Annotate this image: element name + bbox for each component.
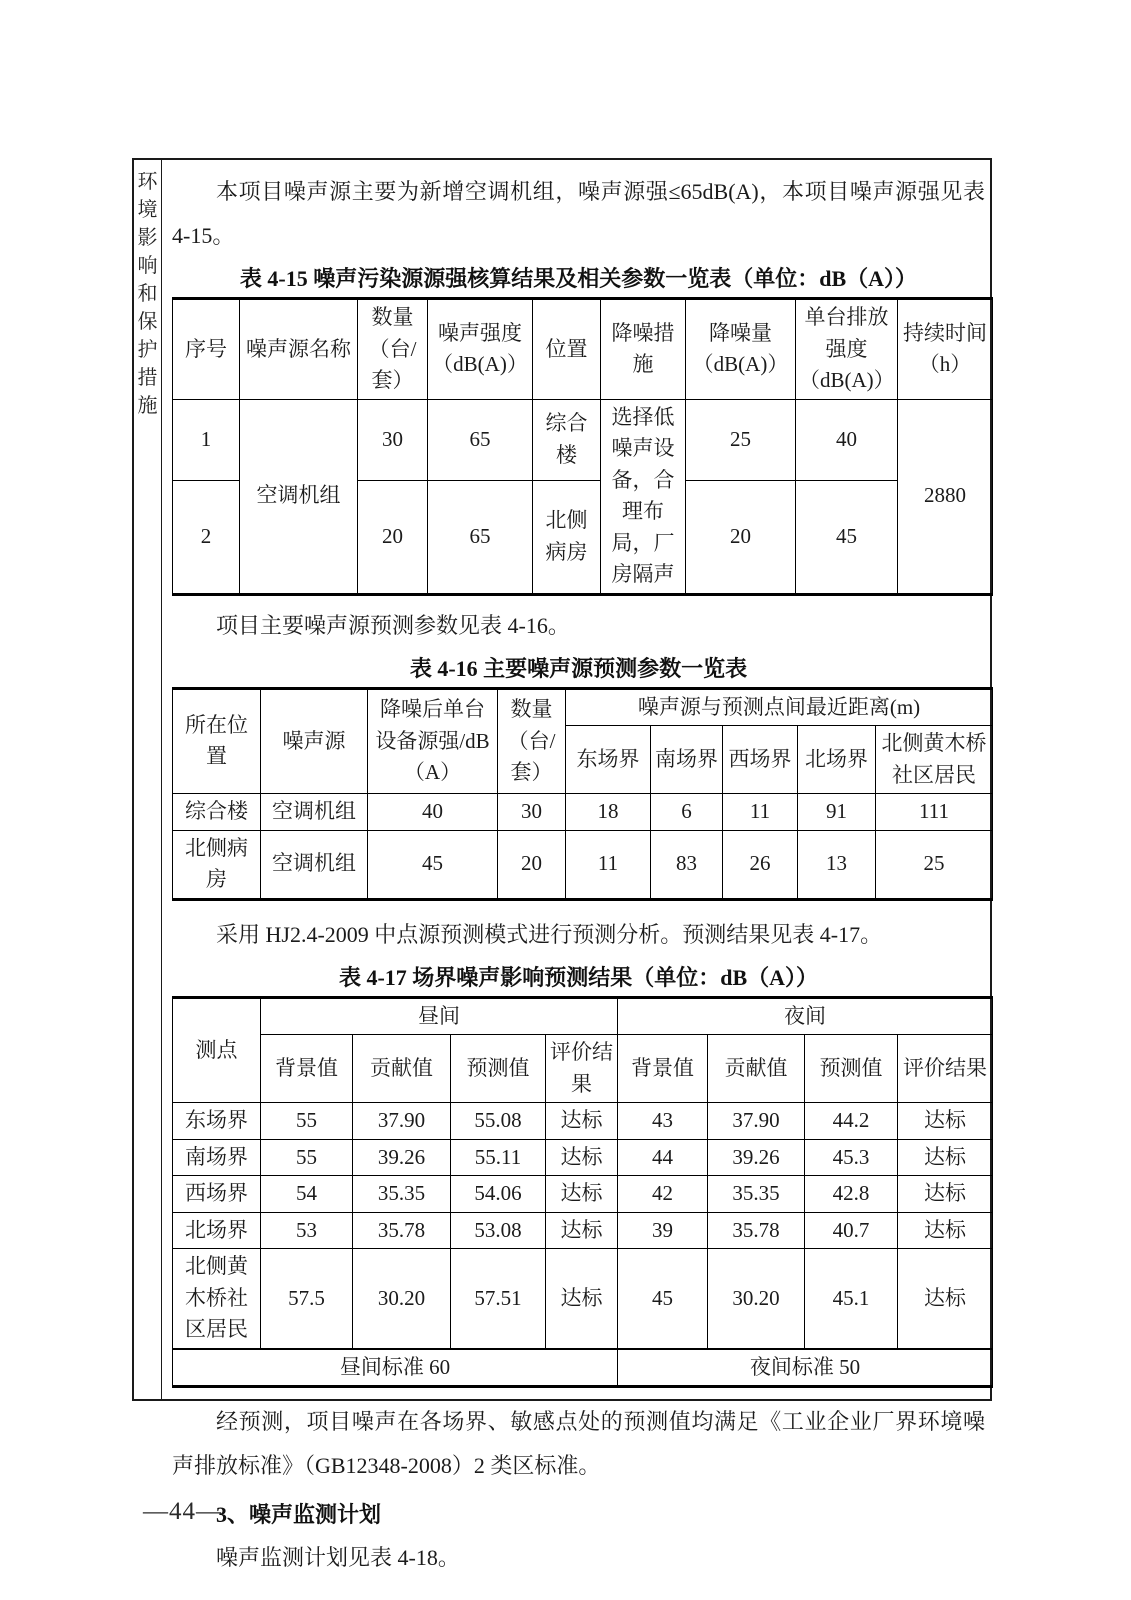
- table-4-16-header-row: [173, 688, 993, 726]
- table-cell: 13: [798, 830, 876, 899]
- section-3-heading: 3、噪声监测计划: [216, 1502, 382, 1527]
- table-row: [173, 1103, 993, 1140]
- table-cell: 55.08: [451, 1103, 546, 1140]
- column-header: 测点: [173, 997, 261, 1103]
- paragraph-conclusion: 经预测，项目噪声在各场界、敏感点处的预测值均满足《工业企业厂界环境噪声排放标准》（GB12348-2008）2 类区标准。: [172, 1409, 985, 1478]
- column-header: 背景值: [261, 1035, 353, 1103]
- column-header: 位置: [533, 299, 601, 400]
- table-4-17: [172, 996, 993, 1389]
- sidebar-vertical-label: 环境影响和保护措施: [134, 160, 162, 1399]
- table-cell: 43: [618, 1103, 708, 1140]
- table-cell: 83: [651, 830, 723, 899]
- table-4-15-title: 表 4-15 噪声污染源源强核算结果及相关参数一览表（单位：dB（A））: [239, 266, 918, 291]
- table-cell: 35.35: [708, 1176, 805, 1213]
- table-4-16-title: 表 4-16 主要噪声源预测参数一览表: [409, 655, 748, 681]
- table-cell: 达标: [898, 1103, 993, 1140]
- column-header: 评价结果: [898, 1035, 993, 1103]
- column-header-day-group: 昼间: [261, 997, 618, 1035]
- table-cell: 91: [798, 794, 876, 831]
- table-cell: 30: [498, 794, 566, 831]
- table-cell: 空调机组: [261, 830, 368, 899]
- table-cell-merged-measures: 选择低噪声设备，合理布局，厂房隔声: [601, 399, 686, 594]
- column-header: 贡献值: [353, 1035, 451, 1103]
- table-cell: 26: [723, 830, 798, 899]
- table-cell: 44.2: [805, 1103, 898, 1140]
- table-cell: 45.1: [805, 1249, 898, 1349]
- column-header: 噪声源: [261, 688, 368, 794]
- table-row: [173, 1176, 993, 1213]
- table-cell: 57.5: [261, 1249, 353, 1349]
- table-cell: 北场界: [173, 1212, 261, 1249]
- table-cell: 45.3: [805, 1139, 898, 1176]
- table-cell: 北侧病房: [533, 481, 601, 594]
- table-cell: 40.7: [805, 1212, 898, 1249]
- table-cell: 35.78: [708, 1212, 805, 1249]
- table-cell: 南场界: [173, 1139, 261, 1176]
- column-header: 单台排放强度（dB(A)）: [796, 299, 898, 400]
- table-cell: 30.20: [708, 1249, 805, 1349]
- table-cell: 39.26: [353, 1139, 451, 1176]
- table-cell-merged-duration: 2880: [898, 399, 993, 594]
- column-header: 贡献值: [708, 1035, 805, 1103]
- column-header: 东场界: [566, 726, 651, 794]
- paragraph-see-4-16: 项目主要噪声源预测参数见表 4-16。: [216, 612, 570, 638]
- table-cell: 达标: [546, 1139, 618, 1176]
- table-cell: 45: [618, 1249, 708, 1349]
- table-cell: 东场界: [173, 1103, 261, 1140]
- table-cell: 25: [876, 830, 993, 899]
- table-cell: 42: [618, 1176, 708, 1213]
- column-header-distance-group: 噪声源与预测点间最近距离(m): [566, 688, 993, 726]
- table-row: [173, 1249, 993, 1349]
- column-header: 预测值: [805, 1035, 898, 1103]
- table-cell: 20: [358, 481, 428, 594]
- night-standard-cell: 夜间标准 50: [618, 1349, 993, 1387]
- table-cell: 综合楼: [173, 794, 261, 831]
- table-cell: 20: [498, 830, 566, 899]
- table-cell: 111: [876, 794, 993, 831]
- table-cell: 30: [358, 399, 428, 481]
- column-header: 噪声源名称: [240, 299, 358, 400]
- column-header: 背景值: [618, 1035, 708, 1103]
- table-cell: 1: [173, 399, 240, 481]
- table-cell: 达标: [898, 1176, 993, 1213]
- table-4-17-title: 表 4-17 场界噪声影响预测结果（单位：dB（A））: [338, 964, 819, 990]
- table-cell: 35.78: [353, 1212, 451, 1249]
- table-row: [173, 1139, 993, 1176]
- table-cell: 39: [618, 1212, 708, 1249]
- column-header: 西场界: [723, 726, 798, 794]
- table-4-17-subheader-row: [173, 1035, 993, 1103]
- table-cell: 11: [566, 830, 651, 899]
- paragraph-method: 采用 HJ2.4-2009 中点源预测模式进行预测分析。预测结果见表 4-17。: [216, 921, 883, 947]
- column-header: 降噪量（dB(A)）: [686, 299, 796, 400]
- table-cell: 达标: [546, 1249, 618, 1349]
- table-cell: 55: [261, 1103, 353, 1140]
- column-header: 降噪措施: [601, 299, 686, 400]
- document-border-box: [132, 158, 992, 1570]
- table-4-16: [172, 687, 993, 901]
- column-header: 南场界: [651, 726, 723, 794]
- table-cell: 65: [428, 481, 533, 594]
- table-row: [173, 1212, 993, 1249]
- column-header: 所在位置: [173, 688, 261, 794]
- table-cell: 西场界: [173, 1176, 261, 1213]
- column-header-night-group: 夜间: [618, 997, 993, 1035]
- column-header: 北侧黄木桥社区居民: [876, 726, 993, 794]
- table-cell: 6: [651, 794, 723, 831]
- page-number: —44—: [143, 1498, 222, 1525]
- table-cell: 40: [368, 794, 498, 831]
- table-cell: 35.35: [353, 1176, 451, 1213]
- table-cell: 达标: [546, 1176, 618, 1213]
- table-cell: 达标: [546, 1103, 618, 1140]
- table-cell-merged-source: 空调机组: [240, 399, 358, 594]
- table-cell: 达标: [898, 1249, 993, 1349]
- table-cell: 20: [686, 481, 796, 594]
- table-cell: 30.20: [353, 1249, 451, 1349]
- table-4-15: [172, 297, 993, 596]
- table-cell: 45: [796, 481, 898, 594]
- table-cell: 42.8: [805, 1176, 898, 1213]
- paragraph-see-4-18: 噪声监测计划见表 4-18。: [216, 1544, 460, 1570]
- table-cell: 55.11: [451, 1139, 546, 1176]
- table-cell: 53: [261, 1212, 353, 1249]
- table-cell: 44: [618, 1139, 708, 1176]
- table-4-17-standard-row: [173, 1349, 993, 1387]
- table-row: [173, 399, 993, 481]
- column-header: 北场界: [798, 726, 876, 794]
- column-header: 序号: [173, 299, 240, 400]
- table-cell: 2: [173, 481, 240, 594]
- table-cell: 54: [261, 1176, 353, 1213]
- table-cell: 39.26: [708, 1139, 805, 1176]
- table-row: [173, 830, 993, 899]
- table-cell: 57.51: [451, 1249, 546, 1349]
- table-cell: 北侧黄木桥社区居民: [173, 1249, 261, 1349]
- table-cell: 37.90: [708, 1103, 805, 1140]
- table-cell: 53.08: [451, 1212, 546, 1249]
- table-row: [173, 794, 993, 831]
- table-cell: 37.90: [353, 1103, 451, 1140]
- table-cell: 综合楼: [533, 399, 601, 481]
- table-cell: 25: [686, 399, 796, 481]
- column-header: 噪声强度（dB(A)）: [428, 299, 533, 400]
- day-standard-cell: 昼间标准 60: [173, 1349, 618, 1387]
- table-cell: 空调机组: [261, 794, 368, 831]
- table-4-15-header-row: [173, 299, 993, 400]
- table-4-17-header-row: [173, 997, 993, 1035]
- table-cell: 11: [723, 794, 798, 831]
- table-cell: 54.06: [451, 1176, 546, 1213]
- table-cell: 达标: [546, 1212, 618, 1249]
- column-header: 预测值: [451, 1035, 546, 1103]
- column-header: 降噪后单台设备源强/dB（A）: [368, 688, 498, 794]
- table-cell: 40: [796, 399, 898, 481]
- table-cell: 45: [368, 830, 498, 899]
- column-header: 评价结果: [546, 1035, 618, 1103]
- table-cell: 北侧病房: [173, 830, 261, 899]
- paragraph-intro: 本项目噪声源主要为新增空调机组，噪声源强≤65dB(A)，本项目噪声源强见表 4-15。: [172, 179, 985, 248]
- table-cell: 65: [428, 399, 533, 481]
- column-header: 持续时间（h）: [898, 299, 993, 400]
- table-cell: 18: [566, 794, 651, 831]
- table-cell: 55: [261, 1139, 353, 1176]
- table-cell: 达标: [898, 1139, 993, 1176]
- column-header: 数量（台/套）: [498, 688, 566, 794]
- column-header: 数量（台/套）: [358, 299, 428, 400]
- table-cell: 达标: [898, 1212, 993, 1249]
- document-content: [163, 160, 990, 1570]
